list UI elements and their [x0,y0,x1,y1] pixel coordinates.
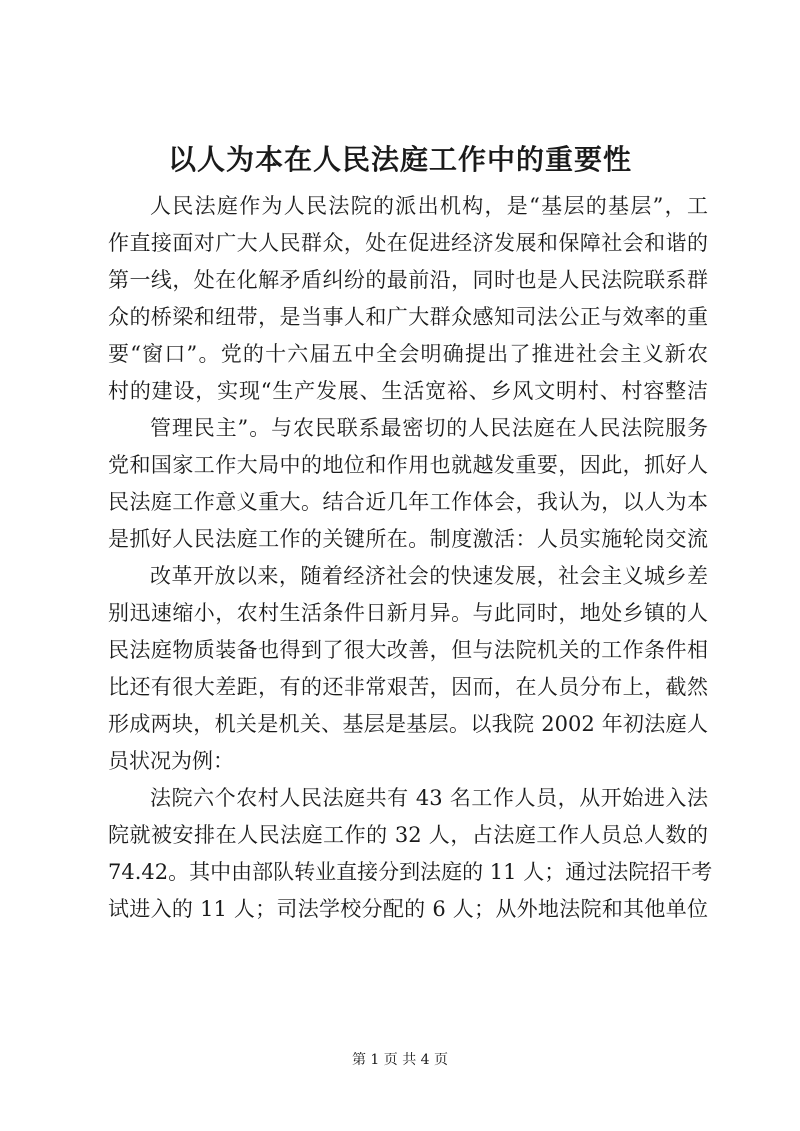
text-line: 作直接面对广大人民群众，处在促进经济发展和保障社会和谐的 [108,231,708,255]
text-line: 第一线，处在化解矛盾纠纷的最前沿，同时也是人民法院联系群 [108,268,708,292]
text-line: 别迅速缩小，农村生活条件日新月异。与此同时，地处乡镇的人 [108,601,708,625]
text-line: 员状况为例： [108,749,234,773]
text-line: 试进入的 11 人；司法学校分配的 6 人；从外地法院和其他单位 [108,897,708,921]
text-line: 党和国家工作大局中的地位和作用也就越发重要，因此，抓好人 [108,453,708,477]
text-line: 院就被安排在人民法庭工作的 32 人，占法庭工作人员总人数的 [108,823,708,847]
text-line: 是抓好人民法庭工作的关键所在。制度激活：人员实施轮岗交流 [108,527,708,551]
text-line: 要“窗口”。党的十六届五中全会明确提出了推进社会主义新农 [108,342,708,366]
text-line: 改革开放以来，随着经济社会的快速发展，社会主义城乡差 [150,564,708,588]
text-line: 比还有很大差距，有的还非常艰苦，因而，在人员分布上，截然 [108,675,708,699]
text-line: 74.42。其中由部队转业直接分到法庭的 11 人；通过法院招干考 [108,860,713,884]
text-line: 管理民主”。与农民联系最密切的人民法庭在人民法院服务 [150,416,708,440]
document-body [108,188,713,928]
text-line: 民法庭物质装备也得到了很大改善，但与法院机关的工作条件相 [108,638,708,662]
document-title: 以人为本在人民法庭工作中的重要性 [167,143,632,176]
text-line: 民法庭工作意义重大。结合近几年工作体会，我认为，以人为本 [108,490,708,514]
text-line: 形成两块，机关是机关、基层是基层。以我院 2002 年初法庭人 [108,712,708,736]
text-line: 人民法庭作为人民法院的派出机构，是“基层的基层”，工 [150,194,708,218]
text-line: 法院六个农村人民法庭共有 43 名工作人员，从开始进入法 [150,786,708,810]
text-line: 村的建设，实现“生产发展、生活宽裕、乡风文明村、村容整洁 [108,379,708,403]
page-number: 第 1 页 共 4 页 [351,1052,449,1068]
text-line: 众的桥梁和纽带，是当事人和广大群众感知司法公正与效率的重 [108,305,708,329]
